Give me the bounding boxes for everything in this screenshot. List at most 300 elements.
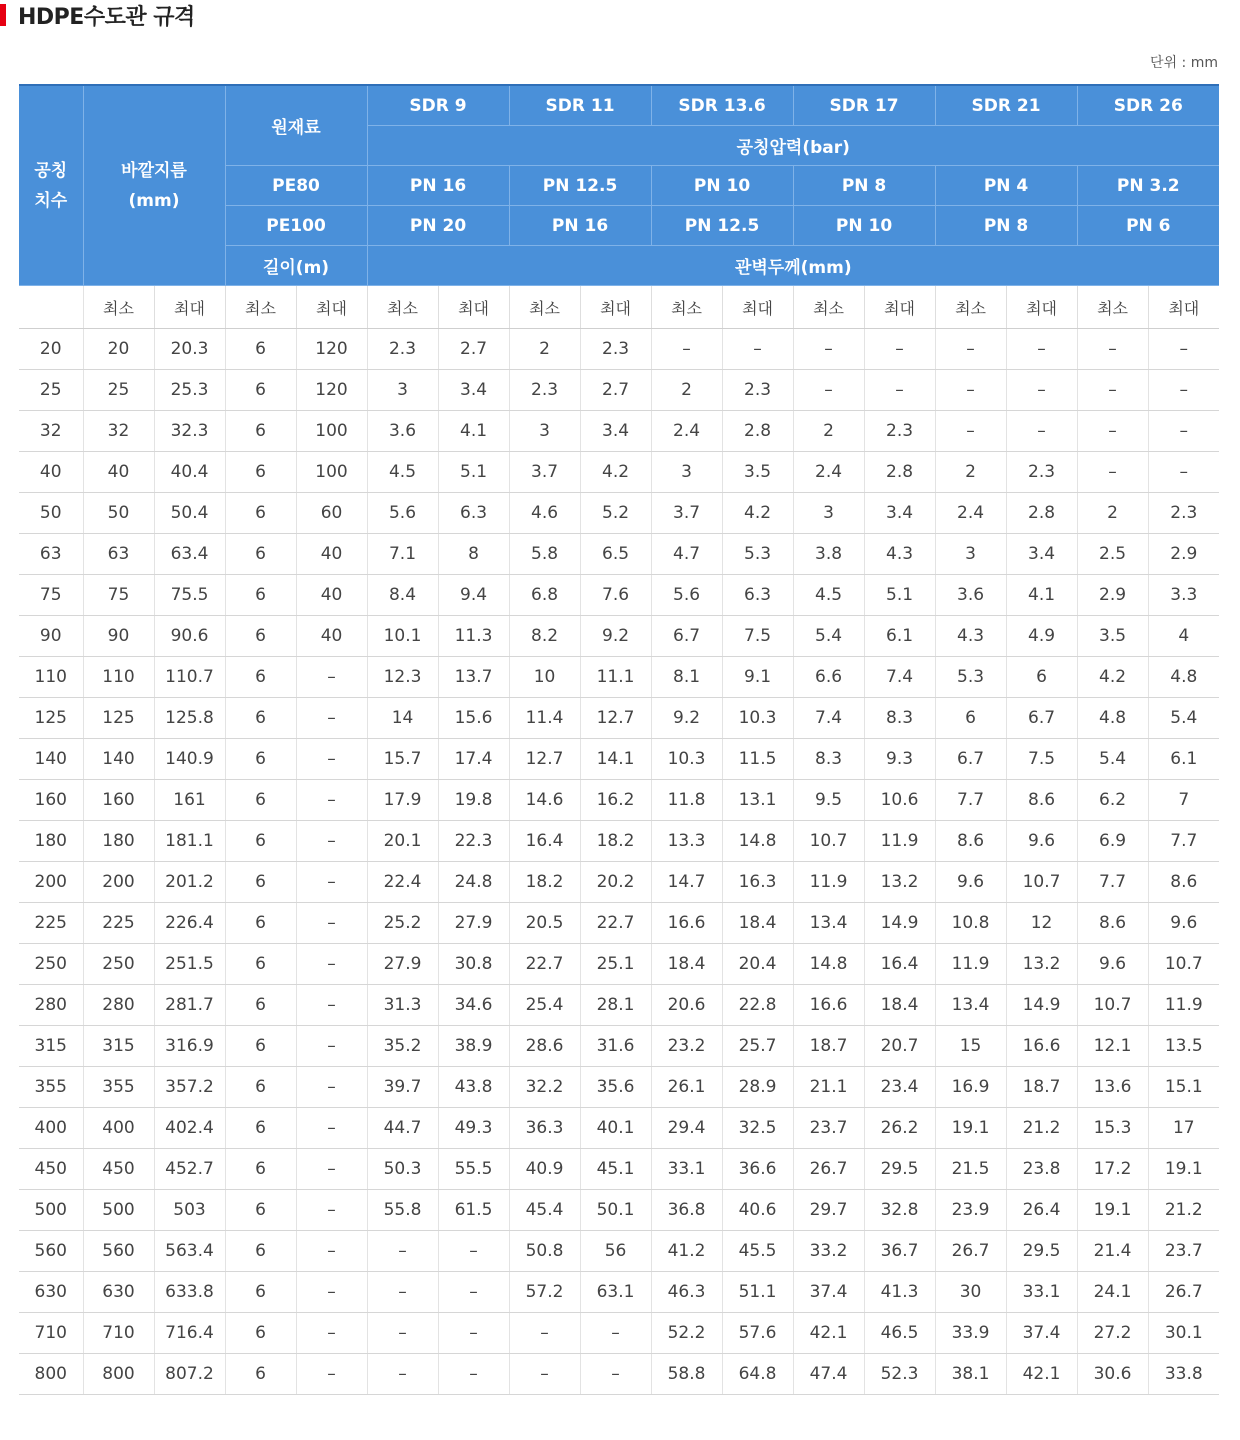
table-row — [19, 1272, 1219, 1313]
table-cell: 2 — [1077, 493, 1148, 534]
table-cell: 33.9 — [935, 1313, 1006, 1354]
header-sdr-13-6: SDR 13.6 — [651, 85, 793, 126]
table-cell: 15.7 — [367, 739, 438, 780]
table-cell: 7.7 — [935, 780, 1006, 821]
table-cell: 2 — [935, 452, 1006, 493]
table-cell: – — [438, 1354, 509, 1395]
table-cell: 10.3 — [651, 739, 722, 780]
table-cell: 39.7 — [367, 1067, 438, 1108]
table-cell: 23.2 — [651, 1026, 722, 1067]
table-cell: 2.5 — [1077, 534, 1148, 575]
table-cell: – — [296, 1313, 367, 1354]
table-cell: 315 — [83, 1026, 154, 1067]
table-cell: 25.7 — [722, 1026, 793, 1067]
table-cell: 12 — [1006, 903, 1077, 944]
table-cell: 36.7 — [864, 1231, 935, 1272]
table-cell: 402.4 — [154, 1108, 225, 1149]
table-cell: 28.6 — [509, 1026, 580, 1067]
table-cell: 2.4 — [793, 452, 864, 493]
table-cell: 4.6 — [509, 493, 580, 534]
table-cell: 9.4 — [438, 575, 509, 616]
table-cell: 58.8 — [651, 1354, 722, 1395]
table-cell: 2.3 — [1148, 493, 1219, 534]
table-cell: 2.3 — [722, 370, 793, 411]
table-cell: 20.4 — [722, 944, 793, 985]
table-cell: 33.1 — [651, 1149, 722, 1190]
table-cell: 10.8 — [935, 903, 1006, 944]
table-cell: 14 — [367, 698, 438, 739]
table-cell: 3.5 — [722, 452, 793, 493]
table-cell: – — [580, 1354, 651, 1395]
header-length: 길이(m) — [225, 246, 367, 286]
table-cell: 710 — [19, 1313, 83, 1354]
table-cell: – — [1006, 411, 1077, 452]
table-cell: 100 — [296, 411, 367, 452]
table-cell: 46.3 — [651, 1272, 722, 1313]
table-cell: 32.8 — [864, 1190, 935, 1231]
table-cell: 710 — [83, 1313, 154, 1354]
table-cell: 7 — [1148, 780, 1219, 821]
table-cell: 9.2 — [651, 698, 722, 739]
table-cell: 47.4 — [793, 1354, 864, 1395]
table-cell: 30 — [935, 1272, 1006, 1313]
table-cell: – — [935, 329, 1006, 370]
table-cell: 19.1 — [1148, 1149, 1219, 1190]
table-cell: 19.8 — [438, 780, 509, 821]
table-cell: 110.7 — [154, 657, 225, 698]
table-cell: 6 — [225, 1149, 296, 1190]
table-cell: 31.6 — [580, 1026, 651, 1067]
table-cell: 22.7 — [509, 944, 580, 985]
table-cell: 13.2 — [864, 862, 935, 903]
table-cell: – — [864, 329, 935, 370]
table-row — [19, 1190, 1219, 1231]
table-cell: 200 — [19, 862, 83, 903]
table-cell: 5.4 — [793, 616, 864, 657]
table-cell: 21.2 — [1148, 1190, 1219, 1231]
table-cell: 2 — [509, 329, 580, 370]
header-sdr-9: SDR 9 — [367, 85, 509, 126]
table-cell: 5.4 — [1077, 739, 1148, 780]
table-cell: 6 — [225, 1231, 296, 1272]
table-cell: 12.1 — [1077, 1026, 1148, 1067]
subheader-cell: 최대 — [154, 286, 225, 329]
table-row — [19, 821, 1219, 862]
pe100-pn-2: PN 16 — [509, 206, 651, 246]
table-row — [19, 1231, 1219, 1272]
table-cell: 33.8 — [1148, 1354, 1219, 1395]
table-cell: 120 — [296, 370, 367, 411]
subheader-cell: 최소 — [225, 286, 296, 329]
table-cell: 16.6 — [651, 903, 722, 944]
table-cell: 5.1 — [864, 575, 935, 616]
table-cell: 31.3 — [367, 985, 438, 1026]
table-cell: 33.1 — [1006, 1272, 1077, 1313]
table-cell: 125.8 — [154, 698, 225, 739]
table-cell: 6 — [225, 616, 296, 657]
table-cell: 6.3 — [722, 575, 793, 616]
table-cell: 40.1 — [580, 1108, 651, 1149]
table-cell: 5.3 — [722, 534, 793, 575]
table-cell: 22.8 — [722, 985, 793, 1026]
table-cell: 6.7 — [935, 739, 1006, 780]
table-cell: 60 — [296, 493, 367, 534]
table-body — [19, 329, 1219, 1395]
table-cell: 16.6 — [793, 985, 864, 1026]
pe100-pn-1: PN 20 — [367, 206, 509, 246]
table-cell: 11.8 — [651, 780, 722, 821]
table-cell: – — [296, 985, 367, 1026]
table-cell: – — [1148, 452, 1219, 493]
table-cell: 4.2 — [580, 452, 651, 493]
table-cell: 3.8 — [793, 534, 864, 575]
header-outer-line2: (mm) — [128, 190, 180, 211]
table-cell: 2.4 — [935, 493, 1006, 534]
table-cell: – — [438, 1313, 509, 1354]
header-nominal-line2: 치수 — [34, 190, 68, 211]
pe100-pn-6: PN 6 — [1077, 206, 1219, 246]
table-cell: 35.6 — [580, 1067, 651, 1108]
table-cell: 6.1 — [864, 616, 935, 657]
table-cell: 52.3 — [864, 1354, 935, 1395]
table-cell: 6 — [225, 1313, 296, 1354]
table-cell: 2.3 — [1006, 452, 1077, 493]
header-sdr-21: SDR 21 — [935, 85, 1077, 126]
table-cell: 18.4 — [722, 903, 793, 944]
table-cell: 90.6 — [154, 616, 225, 657]
table-cell: 37.4 — [793, 1272, 864, 1313]
table-cell: 9.6 — [1077, 944, 1148, 985]
table-cell: 36.3 — [509, 1108, 580, 1149]
table-cell: 8.6 — [1006, 780, 1077, 821]
table-cell: 4.5 — [793, 575, 864, 616]
table-cell: 450 — [19, 1149, 83, 1190]
table-cell: – — [1148, 370, 1219, 411]
table-cell: 50.8 — [509, 1231, 580, 1272]
table-row — [19, 370, 1219, 411]
table-cell: 4.9 — [1006, 616, 1077, 657]
table-cell: 14.8 — [793, 944, 864, 985]
table-cell: 42.1 — [793, 1313, 864, 1354]
pe100-pn-3: PN 12.5 — [651, 206, 793, 246]
table-cell: 29.5 — [864, 1149, 935, 1190]
table-cell: – — [296, 1026, 367, 1067]
table-cell: 200 — [83, 862, 154, 903]
table-cell: – — [296, 821, 367, 862]
header-nominal-pressure: 공칭압력(bar) — [367, 126, 1219, 166]
table-row — [19, 903, 1219, 944]
table-cell: 15 — [935, 1026, 1006, 1067]
table-cell: 9.1 — [722, 657, 793, 698]
table-cell: 181.1 — [154, 821, 225, 862]
pe80-pn-3: PN 10 — [651, 166, 793, 206]
table-cell: 25 — [83, 370, 154, 411]
table-cell: 6 — [225, 657, 296, 698]
table-row — [19, 452, 1219, 493]
table-cell: – — [438, 1272, 509, 1313]
table-cell: 28.9 — [722, 1067, 793, 1108]
table-cell: – — [367, 1231, 438, 1272]
table-cell: 6 — [935, 698, 1006, 739]
table-cell: 40 — [296, 616, 367, 657]
table-cell: 450 — [83, 1149, 154, 1190]
table-cell: 9.6 — [935, 862, 1006, 903]
table-cell: – — [1006, 329, 1077, 370]
table-cell: 32 — [83, 411, 154, 452]
table-cell: 5.4 — [1148, 698, 1219, 739]
header-sdr-11: SDR 11 — [509, 85, 651, 126]
table-cell: – — [793, 329, 864, 370]
table-cell: 7.4 — [864, 657, 935, 698]
table-cell: – — [438, 1231, 509, 1272]
table-cell: 15.3 — [1077, 1108, 1148, 1149]
table-cell: 8.2 — [509, 616, 580, 657]
table-cell: – — [793, 370, 864, 411]
table-cell: 280 — [83, 985, 154, 1026]
table-cell: 6 — [225, 1354, 296, 1395]
table-cell: 4.1 — [438, 411, 509, 452]
table-cell: 5.6 — [651, 575, 722, 616]
table-cell: 281.7 — [154, 985, 225, 1026]
table-cell: 807.2 — [154, 1354, 225, 1395]
table-cell: 4.1 — [1006, 575, 1077, 616]
table-cell: 4.8 — [1148, 657, 1219, 698]
table-cell: – — [296, 903, 367, 944]
table-cell: 57.2 — [509, 1272, 580, 1313]
table-cell: 6 — [225, 739, 296, 780]
table-cell: – — [864, 370, 935, 411]
subheader-cell: 최대 — [580, 286, 651, 329]
table-cell: 120 — [296, 329, 367, 370]
subheader-cell: 최대 — [722, 286, 793, 329]
table-cell: 22.3 — [438, 821, 509, 862]
table-cell: 17.4 — [438, 739, 509, 780]
table-row — [19, 1026, 1219, 1067]
table-cell: 75 — [83, 575, 154, 616]
table-cell: 29.5 — [1006, 1231, 1077, 1272]
table-cell: 17 — [1148, 1108, 1219, 1149]
table-cell: 355 — [83, 1067, 154, 1108]
table-cell: 16.2 — [580, 780, 651, 821]
table-cell: 25.3 — [154, 370, 225, 411]
table-cell: 250 — [83, 944, 154, 985]
subheader-cell — [19, 286, 83, 329]
table-cell: 20 — [19, 329, 83, 370]
table-cell: 26.4 — [1006, 1190, 1077, 1231]
table-cell: 13.5 — [1148, 1026, 1219, 1067]
table-cell: 50.3 — [367, 1149, 438, 1190]
table-cell: 6 — [225, 944, 296, 985]
table-cell: 23.8 — [1006, 1149, 1077, 1190]
table-cell: 16.6 — [1006, 1026, 1077, 1067]
table-cell: 9.5 — [793, 780, 864, 821]
header-pe100: PE100 — [225, 206, 367, 246]
table-cell: 30.1 — [1148, 1313, 1219, 1354]
table-cell: – — [296, 1231, 367, 1272]
subheader-cell: 최소 — [793, 286, 864, 329]
table-cell: 50 — [19, 493, 83, 534]
table-cell: 225 — [19, 903, 83, 944]
table-cell: 14.9 — [1006, 985, 1077, 1026]
subheader-row — [19, 286, 1219, 329]
table-cell: 17.2 — [1077, 1149, 1148, 1190]
table-cell: – — [1077, 452, 1148, 493]
table-cell: 630 — [83, 1272, 154, 1313]
table-cell: – — [296, 657, 367, 698]
table-row — [19, 1108, 1219, 1149]
table-cell: 10.7 — [1006, 862, 1077, 903]
table-cell: 26.7 — [1148, 1272, 1219, 1313]
header-outer-diameter — [83, 85, 225, 286]
table-row — [19, 329, 1219, 370]
table-cell: 27.9 — [438, 903, 509, 944]
table-cell: 51.1 — [722, 1272, 793, 1313]
table-cell: 5.2 — [580, 493, 651, 534]
table-cell: 43.8 — [438, 1067, 509, 1108]
table-cell: 6 — [225, 1108, 296, 1149]
table-cell: 4.8 — [1077, 698, 1148, 739]
table-cell: 6.1 — [1148, 739, 1219, 780]
table-row — [19, 780, 1219, 821]
table-cell: 22.4 — [367, 862, 438, 903]
table-cell: 630 — [19, 1272, 83, 1313]
table-cell: 10.7 — [793, 821, 864, 862]
table-cell: 18.4 — [864, 985, 935, 1026]
table-cell: – — [296, 862, 367, 903]
table-cell: 23.9 — [935, 1190, 1006, 1231]
subheader-cell: 최소 — [367, 286, 438, 329]
table-cell: – — [296, 944, 367, 985]
table-cell: 503 — [154, 1190, 225, 1231]
table-cell: 9.2 — [580, 616, 651, 657]
table-row — [19, 1354, 1219, 1395]
table-cell: 316.9 — [154, 1026, 225, 1067]
table-cell: 6 — [1006, 657, 1077, 698]
table-cell: 40 — [296, 534, 367, 575]
subheader-cell: 최소 — [509, 286, 580, 329]
table-cell: 2.3 — [864, 411, 935, 452]
header-sdr-26: SDR 26 — [1077, 85, 1219, 126]
table-cell: 5.1 — [438, 452, 509, 493]
table-row — [19, 1149, 1219, 1190]
table-cell: 2.9 — [1148, 534, 1219, 575]
header-material: 원재료 — [225, 85, 367, 166]
table-cell: 3.5 — [1077, 616, 1148, 657]
table-cell: 355 — [19, 1067, 83, 1108]
table-cell: 44.7 — [367, 1108, 438, 1149]
table-cell: – — [509, 1354, 580, 1395]
table-cell: 63 — [83, 534, 154, 575]
table-cell: 38.1 — [935, 1354, 1006, 1395]
table-cell: 13.4 — [935, 985, 1006, 1026]
table-cell: 11.4 — [509, 698, 580, 739]
subheader-cell: 최대 — [1148, 286, 1219, 329]
table-cell: 52.2 — [651, 1313, 722, 1354]
table-cell: 24.1 — [1077, 1272, 1148, 1313]
table-cell: 57.6 — [722, 1313, 793, 1354]
table-cell: 21.1 — [793, 1067, 864, 1108]
table-cell: 32 — [19, 411, 83, 452]
table-cell: – — [296, 1272, 367, 1313]
table-cell: 110 — [83, 657, 154, 698]
table-cell: 17.9 — [367, 780, 438, 821]
table-cell: – — [1006, 370, 1077, 411]
table-cell: 20.3 — [154, 329, 225, 370]
table-cell: 2.3 — [509, 370, 580, 411]
table-cell: 55.5 — [438, 1149, 509, 1190]
table-cell: 32.5 — [722, 1108, 793, 1149]
table-cell: 3.4 — [438, 370, 509, 411]
table-cell: 160 — [19, 780, 83, 821]
table-cell: 2 — [793, 411, 864, 452]
table-cell: 250 — [19, 944, 83, 985]
table-cell: 225 — [83, 903, 154, 944]
table-cell: 563.4 — [154, 1231, 225, 1272]
table-cell: 6 — [225, 1026, 296, 1067]
table-cell: 13.2 — [1006, 944, 1077, 985]
table-cell: – — [296, 1149, 367, 1190]
table-row — [19, 411, 1219, 452]
table-cell: – — [296, 739, 367, 780]
table-row — [19, 862, 1219, 903]
table-row — [19, 985, 1219, 1026]
table-cell: 9.6 — [1148, 903, 1219, 944]
table-cell: 8.3 — [864, 698, 935, 739]
unit-label: 단위 : mm — [1150, 55, 1218, 71]
table-subheader — [19, 286, 1219, 329]
table-cell: 25.4 — [509, 985, 580, 1026]
table-cell: 7.5 — [1006, 739, 1077, 780]
table-cell: 90 — [83, 616, 154, 657]
table-cell: 4.3 — [864, 534, 935, 575]
table-cell: 13.4 — [793, 903, 864, 944]
table-cell: 33.2 — [793, 1231, 864, 1272]
table-cell: 90 — [19, 616, 83, 657]
table-cell: 6.5 — [580, 534, 651, 575]
table-cell: 6 — [225, 1272, 296, 1313]
table-cell: 34.6 — [438, 985, 509, 1026]
pe80-pn-6: PN 3.2 — [1077, 166, 1219, 206]
table-cell: 3.3 — [1148, 575, 1219, 616]
table-cell: 63.1 — [580, 1272, 651, 1313]
table-cell: 6 — [225, 698, 296, 739]
subheader-cell: 최대 — [296, 286, 367, 329]
table-cell: 8.1 — [651, 657, 722, 698]
table-cell: 6 — [225, 575, 296, 616]
table-row — [19, 534, 1219, 575]
table-cell: 20 — [83, 329, 154, 370]
table-cell: 280 — [19, 985, 83, 1026]
table-cell: 50.1 — [580, 1190, 651, 1231]
table-cell: 2.7 — [438, 329, 509, 370]
table-cell: – — [722, 329, 793, 370]
table-cell: 19.1 — [1077, 1190, 1148, 1231]
table-cell: 14.6 — [509, 780, 580, 821]
table-cell: 560 — [19, 1231, 83, 1272]
table-cell: – — [1148, 329, 1219, 370]
table-cell: 6.3 — [438, 493, 509, 534]
table-cell: 30.8 — [438, 944, 509, 985]
table-row — [19, 698, 1219, 739]
table-cell: 14.1 — [580, 739, 651, 780]
table-cell: 14.9 — [864, 903, 935, 944]
table-cell: 75.5 — [154, 575, 225, 616]
table-row — [19, 1313, 1219, 1354]
subheader-cell: 최대 — [864, 286, 935, 329]
table-cell: 50.4 — [154, 493, 225, 534]
table-cell: 16.4 — [509, 821, 580, 862]
table-cell: 6.6 — [793, 657, 864, 698]
